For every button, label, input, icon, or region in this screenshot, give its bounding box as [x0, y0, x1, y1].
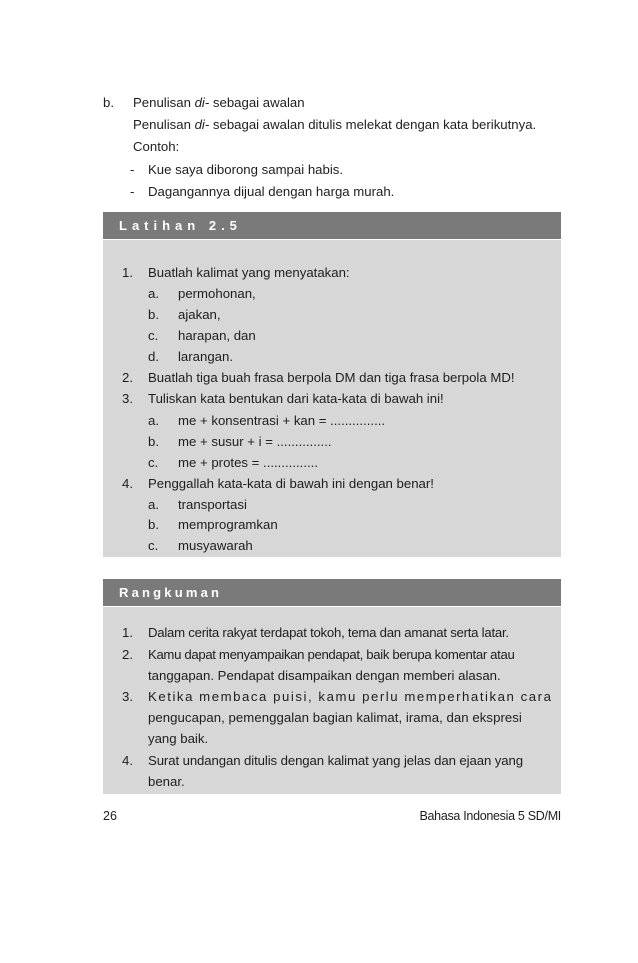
example-dash: - — [130, 184, 135, 199]
rangkuman-item-text: yang baik. — [148, 731, 209, 746]
rangkuman-item-text: Ketika membaca puisi, kamu perlu memperhatikan cara — [148, 689, 553, 704]
latihan-sub-text: permohonan, — [178, 286, 256, 301]
rangkuman-item-text: pengucapan, pemenggalan bagian kalimat, irama, dan ekspresi — [148, 710, 522, 725]
latihan-sub-label: a. — [148, 413, 159, 428]
section-b-heading: Penulisan di- sebagai awalan — [133, 95, 305, 110]
latihan-sub-label: b. — [148, 307, 159, 322]
latihan-sub-label: c. — [148, 455, 159, 470]
latihan-sub-text: memprogramkan — [178, 517, 278, 532]
rangkuman-item-number: 2. — [122, 647, 133, 662]
section-b-explanation: Penulisan di- sebagai awalan ditulis melekat dengan kata berikutnya. — [133, 117, 537, 132]
latihan-item-text: Penggallah kata-kata di bawah ini dengan benar! — [148, 476, 434, 491]
latihan-box — [103, 212, 561, 557]
rangkuman-item-number: 1. — [122, 625, 133, 640]
section-b-contoh-label: Contoh: — [133, 139, 180, 154]
latihan-sub-label: b. — [148, 517, 159, 532]
latihan-item-text: Tuliskan kata bentukan dari kata-kata di bawah ini! — [148, 391, 444, 406]
section-b-marker: b. — [103, 95, 114, 110]
latihan-item-number: 1. — [122, 265, 133, 280]
book-title: Bahasa Indonesia 5 SD/MI — [419, 809, 561, 823]
latihan-sub-text: musyawarah — [178, 538, 253, 553]
latihan-item-text: Buatlah kalimat yang menyatakan: — [148, 265, 350, 280]
latihan-sub-text: transportasi — [178, 497, 247, 512]
rangkuman-item-text: tanggapan. Pendapat disampaikan dengan memberi alasan. — [148, 668, 501, 683]
latihan-sub-text: me + susur + i = ............... — [178, 434, 332, 449]
latihan-sub-text: me + protes = ............... — [178, 455, 318, 470]
latihan-item-number: 3. — [122, 391, 133, 406]
latihan-title: Latihan 2.5 — [103, 212, 561, 240]
rangkuman-item-text: benar. — [148, 774, 185, 789]
latihan-item-text: Buatlah tiga buah frasa berpola DM dan tiga frasa berpola MD! — [148, 370, 515, 385]
example-text: Kue saya diborong sampai habis. — [148, 162, 344, 177]
rangkuman-item-number: 4. — [122, 753, 133, 768]
latihan-sub-label: d. — [148, 349, 159, 364]
latihan-sub-label: a. — [148, 497, 159, 512]
example-dash: - — [130, 162, 135, 177]
rangkuman-item-text: Surat undangan ditulis dengan kalimat yang jelas dan ejaan yang — [148, 753, 523, 768]
page-number: 26 — [103, 809, 117, 823]
latihan-sub-label: b. — [148, 434, 159, 449]
latihan-sub-label: c. — [148, 538, 159, 553]
latihan-sub-text: harapan, dan — [178, 328, 256, 343]
latihan-sub-label: a. — [148, 286, 159, 301]
rangkuman-item-text: Dalam cerita rakyat terdapat tokoh, tema dan amanat serta latar. — [148, 625, 509, 640]
latihan-sub-label: c. — [148, 328, 159, 343]
latihan-sub-text: larangan. — [178, 349, 233, 364]
latihan-sub-text: me + konsentrasi + kan = ............... — [178, 413, 386, 428]
latihan-item-number: 2. — [122, 370, 133, 385]
rangkuman-item-number: 3. — [122, 689, 133, 704]
example-text: Dagangannya dijual dengan harga murah. — [148, 184, 395, 199]
latihan-sub-text: ajakan, — [178, 307, 221, 322]
rangkuman-title: Rangkuman — [103, 579, 561, 607]
rangkuman-item-text: Kamu dapat menyampaikan pendapat, baik berupa komentar atau — [148, 647, 515, 662]
latihan-item-number: 4. — [122, 476, 133, 491]
rangkuman-box — [103, 579, 561, 794]
